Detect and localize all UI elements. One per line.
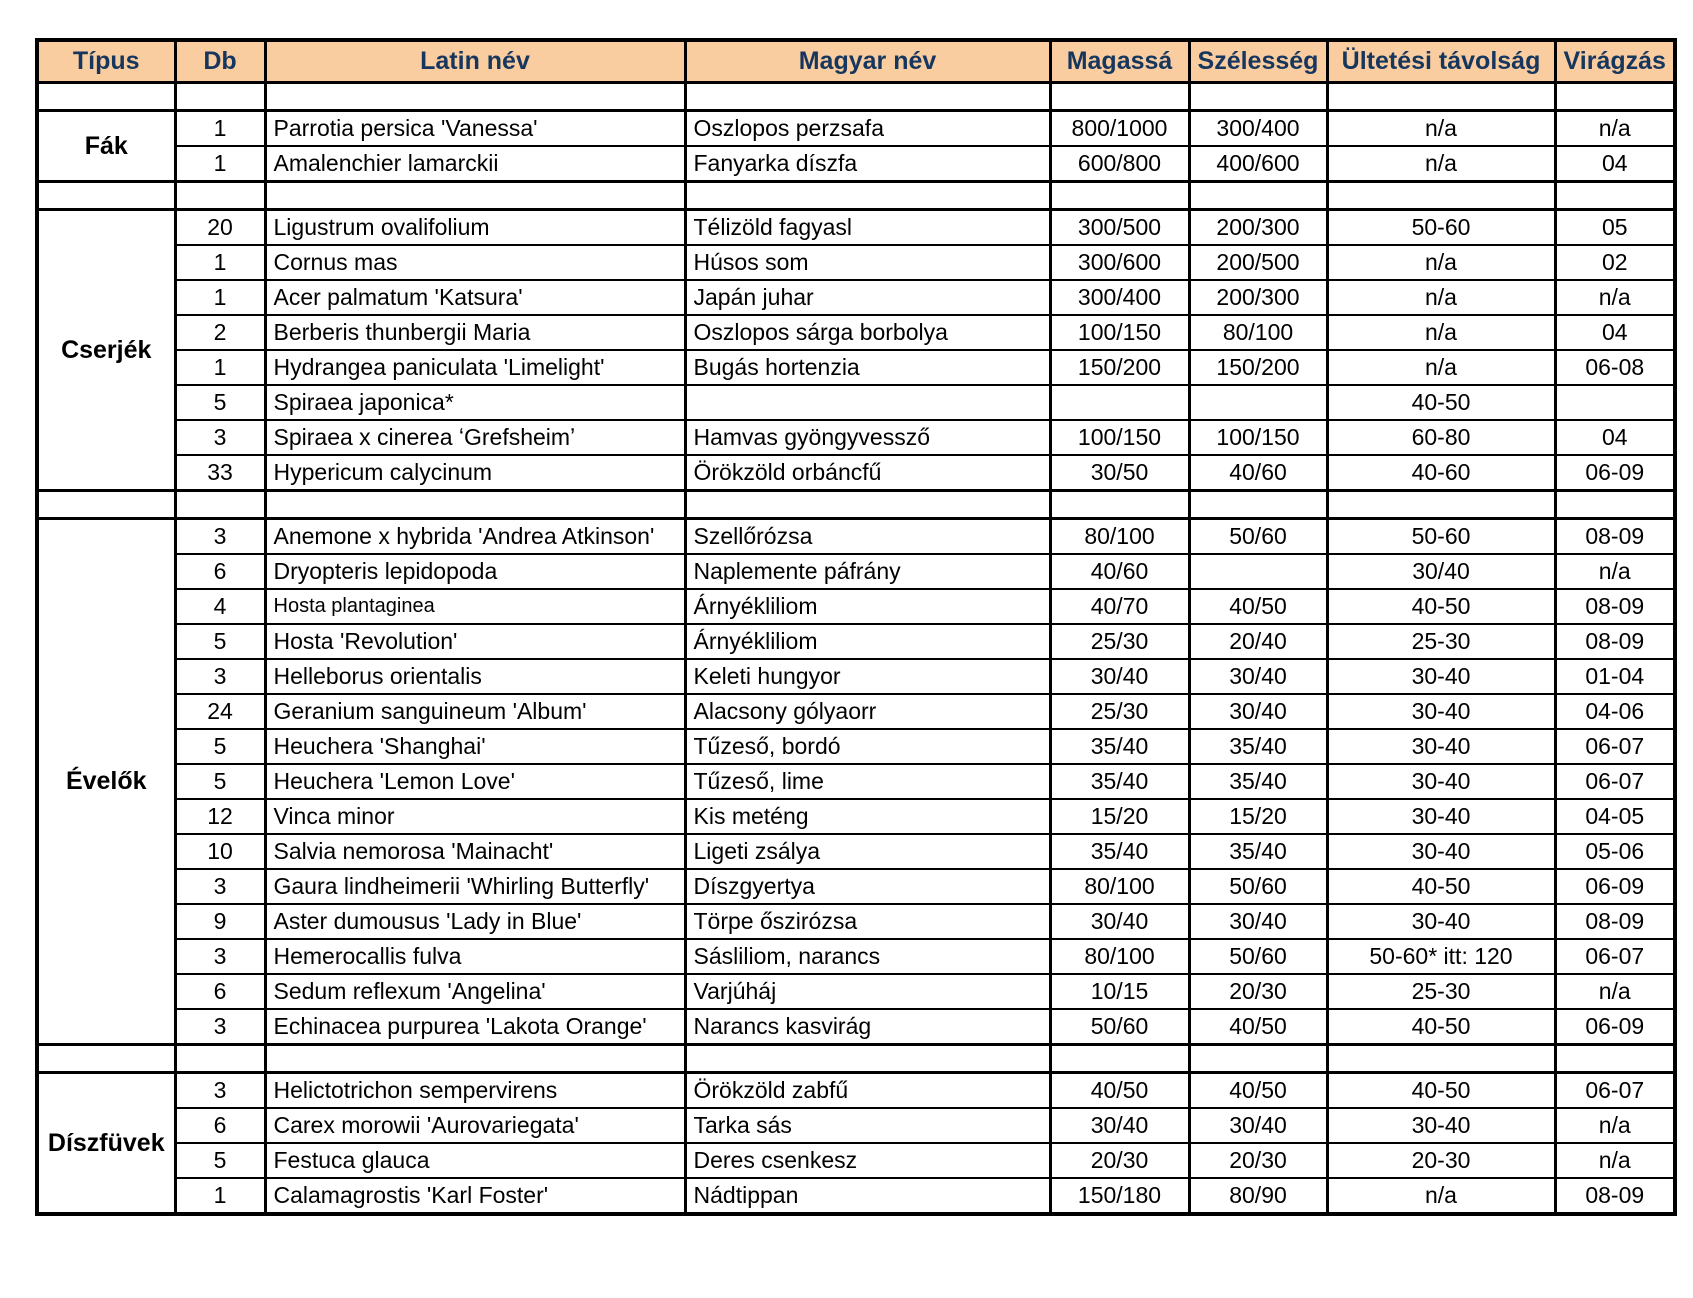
flowering-cell: 04 bbox=[1555, 420, 1675, 455]
section-label: Fák bbox=[37, 111, 175, 182]
column-header-szelesseg: Szélesség bbox=[1189, 40, 1327, 83]
width-cell: 100/150 bbox=[1189, 420, 1327, 455]
column-header-tipus: Típus bbox=[37, 40, 175, 83]
spacer-cell bbox=[1555, 182, 1675, 210]
latin-name-cell: Calamagrostis 'Karl Foster' bbox=[265, 1178, 685, 1214]
hungarian-name-cell: Sásliliom, narancs bbox=[685, 939, 1050, 974]
spacer-row bbox=[37, 1045, 1675, 1073]
width-cell: 50/60 bbox=[1189, 869, 1327, 904]
table-row bbox=[37, 939, 1675, 974]
planting-distance-cell: n/a bbox=[1327, 350, 1555, 385]
spacer-cell bbox=[37, 1045, 175, 1073]
flowering-cell: 06-09 bbox=[1555, 1009, 1675, 1045]
height-cell: 30/40 bbox=[1050, 1108, 1189, 1143]
height-cell: 50/60 bbox=[1050, 1009, 1189, 1045]
height-cell: 10/15 bbox=[1050, 974, 1189, 1009]
spacer-cell bbox=[1189, 83, 1327, 111]
flowering-cell: 04-06 bbox=[1555, 694, 1675, 729]
flowering-cell: 06-09 bbox=[1555, 455, 1675, 491]
column-header-magassag: Magassá bbox=[1050, 40, 1189, 83]
width-cell: 15/20 bbox=[1189, 799, 1327, 834]
table-row bbox=[37, 1009, 1675, 1045]
spacer-cell bbox=[175, 491, 265, 519]
spacer-cell bbox=[37, 83, 175, 111]
latin-name-cell: Hosta plantaginea bbox=[265, 589, 685, 624]
table-row bbox=[37, 455, 1675, 491]
table-row bbox=[37, 799, 1675, 834]
spacer-cell bbox=[1189, 491, 1327, 519]
width-cell: 80/90 bbox=[1189, 1178, 1327, 1214]
hungarian-name-cell: Télizöld fagyasl bbox=[685, 210, 1050, 246]
hungarian-name-cell: Tűzeső, lime bbox=[685, 764, 1050, 799]
hungarian-name-cell: Naplemente páfrány bbox=[685, 554, 1050, 589]
section-label: Cserjék bbox=[37, 210, 175, 491]
spacer-cell bbox=[1327, 182, 1555, 210]
db-cell: 9 bbox=[175, 904, 265, 939]
planting-distance-cell: 30-40 bbox=[1327, 659, 1555, 694]
height-cell: 800/1000 bbox=[1050, 111, 1189, 147]
width-cell: 30/40 bbox=[1189, 694, 1327, 729]
spacer-cell bbox=[175, 1045, 265, 1073]
latin-name-cell: Anemone x hybrida 'Andrea Atkinson' bbox=[265, 519, 685, 555]
db-cell: 1 bbox=[175, 245, 265, 280]
width-cell: 40/50 bbox=[1189, 1073, 1327, 1109]
latin-name-cell: Geranium sanguineum 'Album' bbox=[265, 694, 685, 729]
latin-name-cell: Hypericum calycinum bbox=[265, 455, 685, 491]
planting-distance-cell: 30/40 bbox=[1327, 554, 1555, 589]
flowering-cell: 04 bbox=[1555, 315, 1675, 350]
spacer-row bbox=[37, 182, 1675, 210]
flowering-cell: n/a bbox=[1555, 1108, 1675, 1143]
table-row bbox=[37, 1073, 1675, 1109]
spacer-cell bbox=[265, 1045, 685, 1073]
db-cell: 3 bbox=[175, 659, 265, 694]
column-header-viragzas: Virágzás bbox=[1555, 40, 1675, 83]
latin-name-cell: Vinca minor bbox=[265, 799, 685, 834]
latin-name-cell: Cornus mas bbox=[265, 245, 685, 280]
height-cell: 30/50 bbox=[1050, 455, 1189, 491]
height-cell: 35/40 bbox=[1050, 834, 1189, 869]
db-cell: 3 bbox=[175, 939, 265, 974]
table-body bbox=[37, 83, 1675, 1215]
table-row bbox=[37, 764, 1675, 799]
planting-distance-cell: n/a bbox=[1327, 315, 1555, 350]
flowering-cell: 08-09 bbox=[1555, 519, 1675, 555]
latin-name-cell: Berberis thunbergii Maria bbox=[265, 315, 685, 350]
spacer-cell bbox=[37, 182, 175, 210]
planting-distance-cell: 50-60 bbox=[1327, 210, 1555, 246]
hungarian-name-cell: Örökzöld zabfű bbox=[685, 1073, 1050, 1109]
latin-name-cell: Hemerocallis fulva bbox=[265, 939, 685, 974]
db-cell: 1 bbox=[175, 280, 265, 315]
table-row bbox=[37, 210, 1675, 246]
height-cell: 600/800 bbox=[1050, 146, 1189, 182]
db-cell: 4 bbox=[175, 589, 265, 624]
width-cell: 50/60 bbox=[1189, 519, 1327, 555]
planting-distance-cell: 30-40 bbox=[1327, 694, 1555, 729]
width-cell: 20/40 bbox=[1189, 624, 1327, 659]
spacer-cell bbox=[1189, 1045, 1327, 1073]
db-cell: 24 bbox=[175, 694, 265, 729]
flowering-cell: 01-04 bbox=[1555, 659, 1675, 694]
spacer-row bbox=[37, 83, 1675, 111]
hungarian-name-cell: Árnyékliliom bbox=[685, 589, 1050, 624]
header-row bbox=[37, 40, 1675, 83]
planting-distance-cell: 50-60 bbox=[1327, 519, 1555, 555]
db-cell: 3 bbox=[175, 519, 265, 555]
spacer-cell bbox=[1555, 491, 1675, 519]
spacer-cell bbox=[685, 1045, 1050, 1073]
planting-distance-cell: 25-30 bbox=[1327, 624, 1555, 659]
flowering-cell: 08-09 bbox=[1555, 589, 1675, 624]
spacer-cell bbox=[685, 491, 1050, 519]
table-row bbox=[37, 146, 1675, 182]
width-cell: 35/40 bbox=[1189, 834, 1327, 869]
spacer-cell bbox=[1050, 491, 1189, 519]
hungarian-name-cell: Ligeti zsálya bbox=[685, 834, 1050, 869]
spacer-cell bbox=[175, 182, 265, 210]
height-cell: 30/40 bbox=[1050, 659, 1189, 694]
table-row bbox=[37, 420, 1675, 455]
hungarian-name-cell: Varjúháj bbox=[685, 974, 1050, 1009]
width-cell: 35/40 bbox=[1189, 729, 1327, 764]
column-header-magyar-nev: Magyar név bbox=[685, 40, 1050, 83]
flowering-cell: 06-08 bbox=[1555, 350, 1675, 385]
latin-name-cell: Sedum reflexum 'Angelina' bbox=[265, 974, 685, 1009]
db-cell: 5 bbox=[175, 729, 265, 764]
db-cell: 5 bbox=[175, 624, 265, 659]
hungarian-name-cell: Keleti hungyor bbox=[685, 659, 1050, 694]
width-cell bbox=[1189, 385, 1327, 420]
spacer-cell bbox=[1327, 83, 1555, 111]
hungarian-name-cell: Narancs kasvirág bbox=[685, 1009, 1050, 1045]
width-cell: 30/40 bbox=[1189, 904, 1327, 939]
height-cell: 80/100 bbox=[1050, 869, 1189, 904]
flowering-cell: 02 bbox=[1555, 245, 1675, 280]
spacer-cell bbox=[1327, 491, 1555, 519]
height-cell: 100/150 bbox=[1050, 315, 1189, 350]
width-cell: 200/500 bbox=[1189, 245, 1327, 280]
table-row bbox=[37, 1178, 1675, 1214]
column-header-latin-nev: Latin név bbox=[265, 40, 685, 83]
latin-name-cell: Hydrangea paniculata 'Limelight' bbox=[265, 350, 685, 385]
table-row bbox=[37, 280, 1675, 315]
table-row bbox=[37, 245, 1675, 280]
width-cell: 20/30 bbox=[1189, 974, 1327, 1009]
width-cell: 30/40 bbox=[1189, 1108, 1327, 1143]
planting-distance-cell: n/a bbox=[1327, 280, 1555, 315]
height-cell: 25/30 bbox=[1050, 694, 1189, 729]
section-label: Díszfüvek bbox=[37, 1073, 175, 1215]
flowering-cell: n/a bbox=[1555, 111, 1675, 147]
spacer-cell bbox=[1189, 182, 1327, 210]
flowering-cell: n/a bbox=[1555, 1143, 1675, 1178]
latin-name-cell: Salvia nemorosa 'Mainacht' bbox=[265, 834, 685, 869]
spacer-cell bbox=[37, 491, 175, 519]
db-cell: 1 bbox=[175, 1178, 265, 1214]
planting-distance-cell: 40-50 bbox=[1327, 1073, 1555, 1109]
table-row bbox=[37, 869, 1675, 904]
planting-distance-cell: 30-40 bbox=[1327, 729, 1555, 764]
planting-distance-cell: 30-40 bbox=[1327, 1108, 1555, 1143]
db-cell: 10 bbox=[175, 834, 265, 869]
height-cell: 35/40 bbox=[1050, 764, 1189, 799]
planting-distance-cell: 40-50 bbox=[1327, 385, 1555, 420]
hungarian-name-cell: Szellőrózsa bbox=[685, 519, 1050, 555]
height-cell: 300/400 bbox=[1050, 280, 1189, 315]
table-row bbox=[37, 834, 1675, 869]
column-header-ultetesi-tavolsag: Ültetési távolság bbox=[1327, 40, 1555, 83]
flowering-cell: 06-07 bbox=[1555, 1073, 1675, 1109]
latin-name-cell: Parrotia persica 'Vanessa' bbox=[265, 111, 685, 147]
height-cell: 80/100 bbox=[1050, 519, 1189, 555]
spacer-cell bbox=[1050, 83, 1189, 111]
height-cell bbox=[1050, 385, 1189, 420]
latin-name-cell: Hosta 'Revolution' bbox=[265, 624, 685, 659]
db-cell: 1 bbox=[175, 350, 265, 385]
width-cell: 150/200 bbox=[1189, 350, 1327, 385]
spacer-cell bbox=[685, 182, 1050, 210]
latin-name-cell: Spiraea japonica* bbox=[265, 385, 685, 420]
width-cell: 30/40 bbox=[1189, 659, 1327, 694]
planting-distance-cell: n/a bbox=[1327, 1178, 1555, 1214]
latin-name-cell: Heuchera 'Lemon Love' bbox=[265, 764, 685, 799]
height-cell: 80/100 bbox=[1050, 939, 1189, 974]
flowering-cell: 06-09 bbox=[1555, 869, 1675, 904]
db-cell: 6 bbox=[175, 974, 265, 1009]
spacer-cell bbox=[1327, 1045, 1555, 1073]
column-header-db: Db bbox=[175, 40, 265, 83]
hungarian-name-cell: Nádtippan bbox=[685, 1178, 1050, 1214]
height-cell: 40/60 bbox=[1050, 554, 1189, 589]
latin-name-cell: Acer palmatum 'Katsura' bbox=[265, 280, 685, 315]
flowering-cell: 06-07 bbox=[1555, 939, 1675, 974]
height-cell: 25/30 bbox=[1050, 624, 1189, 659]
planting-distance-cell: 30-40 bbox=[1327, 764, 1555, 799]
spacer-cell bbox=[175, 83, 265, 111]
db-cell: 3 bbox=[175, 420, 265, 455]
planting-distance-cell: 20-30 bbox=[1327, 1143, 1555, 1178]
latin-name-cell: Carex morowii 'Aurovariegata' bbox=[265, 1108, 685, 1143]
spacer-cell bbox=[1555, 1045, 1675, 1073]
height-cell: 150/200 bbox=[1050, 350, 1189, 385]
height-cell: 300/600 bbox=[1050, 245, 1189, 280]
db-cell: 5 bbox=[175, 385, 265, 420]
latin-name-cell: Echinacea purpurea 'Lakota Orange' bbox=[265, 1009, 685, 1045]
flowering-cell: 04 bbox=[1555, 146, 1675, 182]
hungarian-name-cell: Hamvas gyöngyvessző bbox=[685, 420, 1050, 455]
plant-list-document bbox=[35, 38, 1677, 1216]
hungarian-name-cell: Tűzeső, bordó bbox=[685, 729, 1050, 764]
hungarian-name-cell: Oszlopos perzsafa bbox=[685, 111, 1050, 147]
table-row bbox=[37, 385, 1675, 420]
hungarian-name-cell: Japán juhar bbox=[685, 280, 1050, 315]
latin-name-cell: Helictotrichon sempervirens bbox=[265, 1073, 685, 1109]
spacer-row bbox=[37, 491, 1675, 519]
table-row bbox=[37, 315, 1675, 350]
db-cell: 33 bbox=[175, 455, 265, 491]
section-label: Évelők bbox=[37, 519, 175, 1045]
plant-table bbox=[35, 38, 1677, 1216]
table-row bbox=[37, 624, 1675, 659]
height-cell: 300/500 bbox=[1050, 210, 1189, 246]
db-cell: 5 bbox=[175, 1143, 265, 1178]
planting-distance-cell: 30-40 bbox=[1327, 834, 1555, 869]
hungarian-name-cell: Árnyékliliom bbox=[685, 624, 1050, 659]
table-row bbox=[37, 554, 1675, 589]
height-cell: 150/180 bbox=[1050, 1178, 1189, 1214]
table-row bbox=[37, 350, 1675, 385]
width-cell: 300/400 bbox=[1189, 111, 1327, 147]
flowering-cell: 08-09 bbox=[1555, 1178, 1675, 1214]
flowering-cell: n/a bbox=[1555, 280, 1675, 315]
hungarian-name-cell: Húsos som bbox=[685, 245, 1050, 280]
db-cell: 6 bbox=[175, 554, 265, 589]
height-cell: 100/150 bbox=[1050, 420, 1189, 455]
latin-name-cell: Ligustrum ovalifolium bbox=[265, 210, 685, 246]
hungarian-name-cell: Kis meténg bbox=[685, 799, 1050, 834]
width-cell: 40/50 bbox=[1189, 1009, 1327, 1045]
planting-distance-cell: 30-40 bbox=[1327, 799, 1555, 834]
planting-distance-cell: 30-40 bbox=[1327, 904, 1555, 939]
table-row bbox=[37, 519, 1675, 555]
planting-distance-cell: 40-60 bbox=[1327, 455, 1555, 491]
db-cell: 5 bbox=[175, 764, 265, 799]
db-cell: 3 bbox=[175, 1009, 265, 1045]
width-cell: 400/600 bbox=[1189, 146, 1327, 182]
table-row bbox=[37, 904, 1675, 939]
db-cell: 3 bbox=[175, 869, 265, 904]
planting-distance-cell: 40-50 bbox=[1327, 1009, 1555, 1045]
table-row bbox=[37, 694, 1675, 729]
hungarian-name-cell: Díszgyertya bbox=[685, 869, 1050, 904]
width-cell: 200/300 bbox=[1189, 210, 1327, 246]
spacer-cell bbox=[1050, 1045, 1189, 1073]
table-row bbox=[37, 974, 1675, 1009]
hungarian-name-cell bbox=[685, 385, 1050, 420]
planting-distance-cell: 40-50 bbox=[1327, 589, 1555, 624]
table-row bbox=[37, 111, 1675, 147]
height-cell: 30/40 bbox=[1050, 904, 1189, 939]
hungarian-name-cell: Fanyarka díszfa bbox=[685, 146, 1050, 182]
db-cell: 1 bbox=[175, 111, 265, 147]
planting-distance-cell: 25-30 bbox=[1327, 974, 1555, 1009]
spacer-cell bbox=[1555, 83, 1675, 111]
table-row bbox=[37, 1108, 1675, 1143]
hungarian-name-cell: Tarka sás bbox=[685, 1108, 1050, 1143]
table-row bbox=[37, 1143, 1675, 1178]
planting-distance-cell: n/a bbox=[1327, 245, 1555, 280]
latin-name-cell: Amalenchier lamarckii bbox=[265, 146, 685, 182]
planting-distance-cell: 40-50 bbox=[1327, 869, 1555, 904]
latin-name-cell: Spiraea x cinerea ʻGrefsheimʼ bbox=[265, 420, 685, 455]
width-cell: 35/40 bbox=[1189, 764, 1327, 799]
spacer-cell bbox=[265, 182, 685, 210]
table-row bbox=[37, 659, 1675, 694]
height-cell: 35/40 bbox=[1050, 729, 1189, 764]
db-cell: 6 bbox=[175, 1108, 265, 1143]
flowering-cell: 04-05 bbox=[1555, 799, 1675, 834]
spacer-cell bbox=[265, 83, 685, 111]
latin-name-cell: Heuchera 'Shanghai' bbox=[265, 729, 685, 764]
latin-name-cell: Gaura lindheimerii 'Whirling Butterfly' bbox=[265, 869, 685, 904]
height-cell: 15/20 bbox=[1050, 799, 1189, 834]
flowering-cell: 08-09 bbox=[1555, 904, 1675, 939]
height-cell: 40/70 bbox=[1050, 589, 1189, 624]
width-cell bbox=[1189, 554, 1327, 589]
width-cell: 40/50 bbox=[1189, 589, 1327, 624]
height-cell: 40/50 bbox=[1050, 1073, 1189, 1109]
latin-name-cell: Helleborus orientalis bbox=[265, 659, 685, 694]
planting-distance-cell: 60-80 bbox=[1327, 420, 1555, 455]
flowering-cell: 05-06 bbox=[1555, 834, 1675, 869]
width-cell: 20/30 bbox=[1189, 1143, 1327, 1178]
hungarian-name-cell: Oszlopos sárga borbolya bbox=[685, 315, 1050, 350]
db-cell: 2 bbox=[175, 315, 265, 350]
planting-distance-cell: 50-60* itt: 120 bbox=[1327, 939, 1555, 974]
flowering-cell: 08-09 bbox=[1555, 624, 1675, 659]
hungarian-name-cell: Törpe őszirózsa bbox=[685, 904, 1050, 939]
width-cell: 200/300 bbox=[1189, 280, 1327, 315]
flowering-cell: 06-07 bbox=[1555, 729, 1675, 764]
hungarian-name-cell: Deres csenkesz bbox=[685, 1143, 1050, 1178]
spacer-cell bbox=[265, 491, 685, 519]
width-cell: 80/100 bbox=[1189, 315, 1327, 350]
db-cell: 1 bbox=[175, 146, 265, 182]
spacer-cell bbox=[1050, 182, 1189, 210]
latin-name-cell: Dryopteris lepidopoda bbox=[265, 554, 685, 589]
latin-name-cell: Festuca glauca bbox=[265, 1143, 685, 1178]
flowering-cell: 05 bbox=[1555, 210, 1675, 246]
width-cell: 50/60 bbox=[1189, 939, 1327, 974]
flowering-cell: 06-07 bbox=[1555, 764, 1675, 799]
flowering-cell bbox=[1555, 385, 1675, 420]
height-cell: 20/30 bbox=[1050, 1143, 1189, 1178]
db-cell: 20 bbox=[175, 210, 265, 246]
flowering-cell: n/a bbox=[1555, 974, 1675, 1009]
flowering-cell: n/a bbox=[1555, 554, 1675, 589]
planting-distance-cell: n/a bbox=[1327, 111, 1555, 147]
hungarian-name-cell: Örökzöld orbáncfű bbox=[685, 455, 1050, 491]
planting-distance-cell: n/a bbox=[1327, 146, 1555, 182]
db-cell: 12 bbox=[175, 799, 265, 834]
hungarian-name-cell: Alacsony gólyaorr bbox=[685, 694, 1050, 729]
hungarian-name-cell: Bugás hortenzia bbox=[685, 350, 1050, 385]
table-row bbox=[37, 729, 1675, 764]
width-cell: 40/60 bbox=[1189, 455, 1327, 491]
db-cell: 3 bbox=[175, 1073, 265, 1109]
table-row bbox=[37, 589, 1675, 624]
latin-name-cell: Aster dumousus 'Lady in Blue' bbox=[265, 904, 685, 939]
spacer-cell bbox=[685, 83, 1050, 111]
